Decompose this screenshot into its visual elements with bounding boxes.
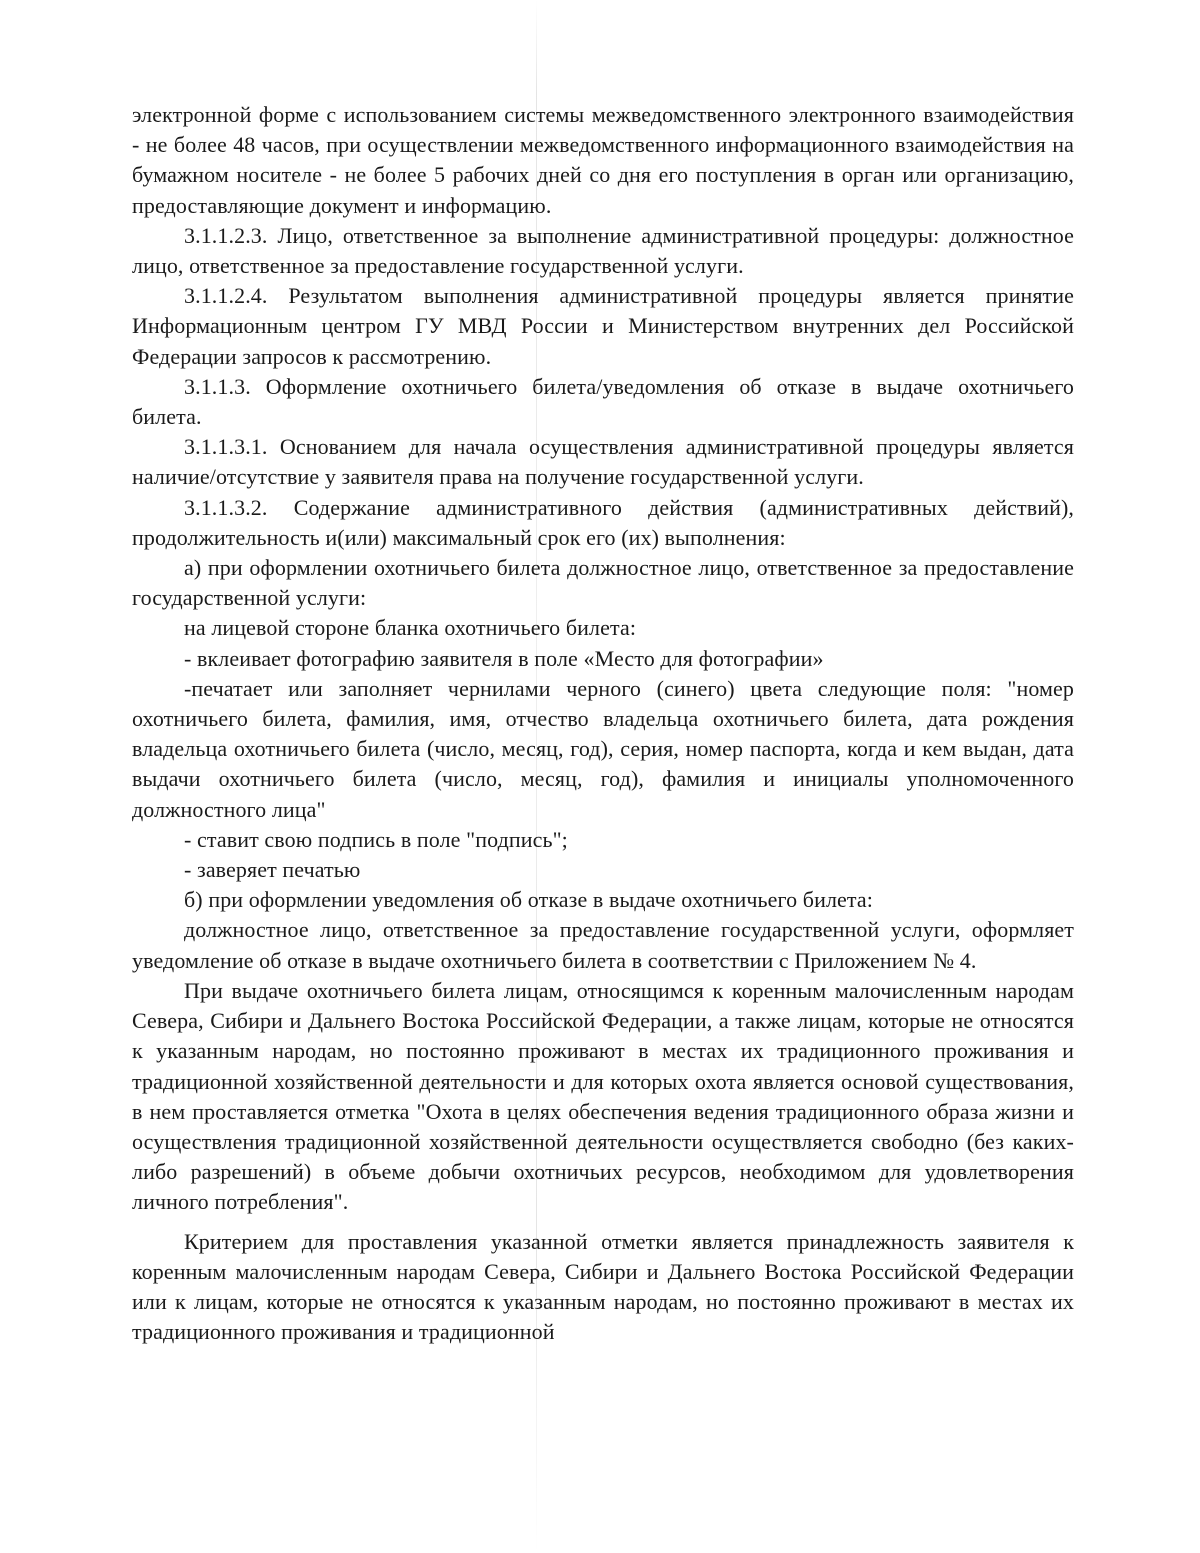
paragraph-refusal-notice: должностное лицо, ответственное за предоставление государственной услуги, оформляет уведомление об отказе в выдаче охотничьего билета в соответствии с Приложением № 4.	[132, 917, 1074, 973]
paragraph-signature: - ставит свою подпись в поле "подпись";	[184, 826, 568, 852]
paragraph-3-1-1-3: 3.1.1.3. Оформление охотничьего билета/уведомления об отказе в выдаче охотничьего билета.	[132, 373, 1074, 430]
paragraph-continuation: электронной форме с использованием системы межведомственного электронного взаимодействия - не более 48 часов, при осуществлении межведомственного информационного взаимодействия на бумажном носителе - не более 5 рабочих дней со дня его поступления в орган или организацию, предоставляющие документ и информацию.	[132, 102, 1074, 218]
paragraph-3-1-1-3-1: 3.1.1.3.1. Основанием для начала осуществления административной процедуры является наличие/отсутствие у заявителя права на получение государственной услуги.	[132, 434, 1074, 490]
paragraph-print-fields: -печатает или заполняет чернилами черного (синего) цвета следующие поля: "номер охотничьего билета, фамилия, имя, отчество владельца охотничьего билета, дата рождения владельца охотничьего билета (число, месяц, год), серия, номер паспорта, когда и кем выдан, дата выдачи охотничьего билета (число, месяц, год), фамилия и инициалы уполномоченного должностного лица"	[132, 675, 1074, 822]
paragraph-3-1-1-3-2: 3.1.1.3.2. Содержание административного действия (административных действий), продолжительность и(или) максимальный срок его (их) выполнения:	[132, 494, 1074, 550]
paragraph-front-side: на лицевой стороне бланка охотничьего билета:	[184, 615, 637, 641]
paragraph-3-1-1-2-3: 3.1.1.2.3. Лицо, ответственное за выполнение административной процедуры: должностное лицо, ответственное за предоставление государственной услуги.	[132, 222, 1074, 279]
page-body	[132, 100, 1074, 1347]
paragraph-photo: - вклеивает фотографию заявителя в поле «Место для фотографии»	[184, 645, 824, 671]
paragraph-3-1-1-2-4: 3.1.1.2.4. Результатом выполнения административной процедуры является принятие Информационным центром ГУ МВД России и Министерством внутренних дел Российской Федерации запросов к рассмотрению.	[132, 283, 1074, 369]
paragraph-criterion: Критерием для проставления указанной отметки является принадлежность заявителя к коренным малочисленным народам Севера, Сибири и Дальнего Востока Российской Федерации или к лицам, которые не относятся к указанным народам, но постоянно проживают в местах их традиционного проживания и традиционной	[132, 1228, 1074, 1345]
paragraph-item-a: а) при оформлении охотничьего билета должностное лицо, ответственное за предоставление государственной услуги:	[132, 555, 1074, 611]
paragraph-item-b: б) при оформлении уведомления об отказе в выдаче охотничьего билета:	[184, 887, 873, 913]
paragraph-stamp: - заверяет печатью	[184, 857, 361, 883]
paragraph-indigenous-peoples: При выдаче охотничьего билета лицам, относящимся к коренным малочисленным народам Севера, Сибири и Дальнего Востока Российской Федерации, а также лицам, которые не относятся к указанным народам, но постоянно проживают в местах их традиционного проживания и традиционной хозяйственной деятельности и для которых охота является основой существования, в нем проставляется отметка "Охота в целях обеспечения ведения традиционного образа жизни и осуществления традиционной хозяйственной деятельности осуществляется свободно (без каких-либо разрешений) в объеме добычи охотничьих ресурсов, необходимом для удовлетворения личного потребления".	[132, 977, 1074, 1215]
